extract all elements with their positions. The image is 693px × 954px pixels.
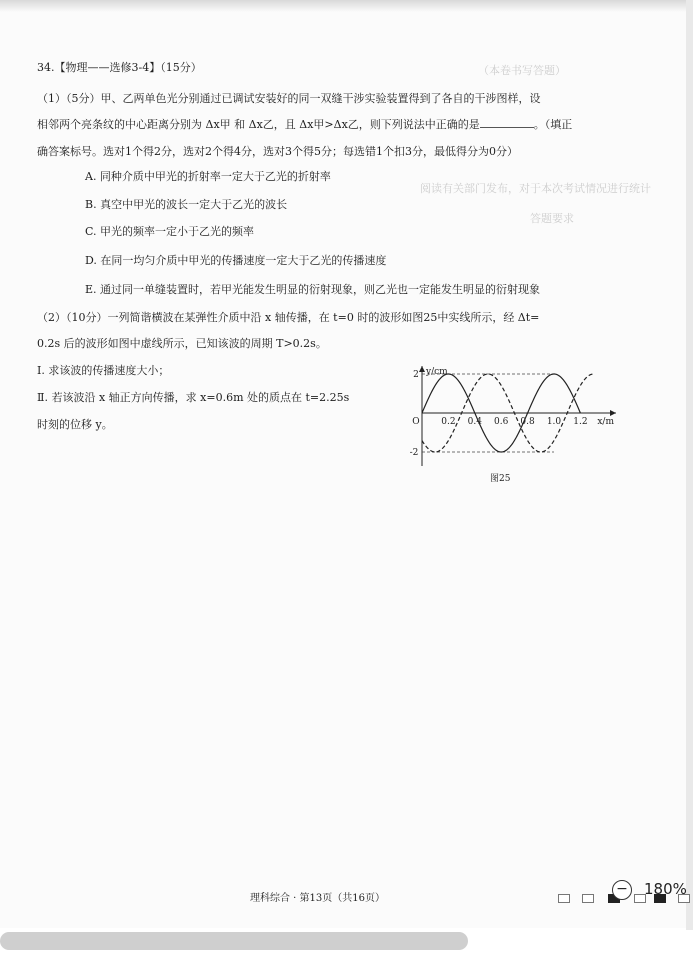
zoom-level: 180% <box>644 880 687 898</box>
origin-label: O <box>412 417 420 427</box>
option-a: A. 同种介质中甲光的折射率一定大于乙光的折射率 <box>85 170 331 183</box>
page-footer: 理科综合 · 第13页（共16页） <box>250 893 385 904</box>
part2-line-1: （2）（10分）一列简谐横波在某弹性介质中沿 x 轴传播，在 t=0 时的波形如图25中实线所示，经 Δt= <box>37 311 540 324</box>
next-page-edge <box>686 0 693 930</box>
x-tick-label: 1.2 <box>573 417 588 427</box>
ghost-text: 阅读有关部门发布，对于本次考试情况进行统计 <box>420 182 651 195</box>
x-tick-label: 0.8 <box>520 417 535 427</box>
option-d: D. 在同一均匀介质中甲光的传播速度一定大于乙光的传播速度 <box>85 254 387 267</box>
answer-blank <box>480 117 534 128</box>
part2-line-2: 0.2s 后的波形如图中虚线所示，已知该波的周期 T>0.2s。 <box>37 337 327 350</box>
page-top-shadow <box>0 0 686 12</box>
part1-line-3: 确答案标号。选对1个得2分，选对2个得4分，选对3个得5分；每选错1个扣3分，最低得分为0分） <box>37 145 518 158</box>
part1-line-2-tail: 。（填正 <box>533 118 573 131</box>
ghost-text: 答题要求 <box>530 212 574 225</box>
double-page-icon[interactable] <box>582 894 594 903</box>
option-c: C. 甲光的频率一定小于乙光的频率 <box>85 225 255 238</box>
x-tick-label: 0.2 <box>441 417 456 427</box>
part1-line-2 <box>37 117 572 133</box>
zoom-controls <box>556 876 693 906</box>
y-tick-label: -2 <box>409 448 419 458</box>
wave-axes <box>419 366 616 466</box>
y-axis-label: y/cm <box>426 367 448 377</box>
x-tick-label: 1.0 <box>546 417 562 427</box>
x-tick-label: 0.6 <box>494 417 509 427</box>
question-header: 34.【物理——选修3-4】（15分） <box>37 61 202 74</box>
option-e: E. 通过同一单缝装置时，若甲光能发生明显的衍射现象，则乙光也一定能发生明显的衍射现象 <box>85 283 541 296</box>
y-axis-arrow <box>419 366 425 372</box>
part1-line-1: （1）（5分）甲、乙两单色光分别通过已调试安装好的同一双缝干涉实验装置得到了各自的干涉图样，设 <box>37 92 541 105</box>
part2-q2-line2: 时刻的位移 y。 <box>37 418 113 431</box>
part2-q1: Ⅰ. 求该波的传播速度大小； <box>37 364 170 377</box>
part2-q2-line1: Ⅱ. 若该波沿 x 轴正方向传播，求 x=0.6m 处的质点在 t=2.25s <box>37 391 350 404</box>
option-b: B. 真空中甲光的波长一定大于乙光的波长 <box>85 198 288 211</box>
x-axis-arrow <box>610 410 616 416</box>
y-tick-label: 2 <box>413 370 419 380</box>
x-axis-label: x/m <box>597 417 614 427</box>
figure-caption: 图25 <box>490 474 511 484</box>
zoom-out-button[interactable]: − <box>612 880 632 900</box>
x-tick-label: 0.4 <box>467 417 482 427</box>
part1-line-2-text: 相邻两个亮条纹的中心距离分别为 Δx甲 和 Δx乙，且 Δx甲>Δx乙，则下列说法中正确的是 <box>37 118 480 131</box>
ghost-text: （本卷书写答题） <box>478 64 566 77</box>
single-page-icon[interactable] <box>558 894 570 903</box>
horizontal-scrollbar-thumb[interactable] <box>0 932 468 950</box>
wave-figure <box>404 362 622 468</box>
